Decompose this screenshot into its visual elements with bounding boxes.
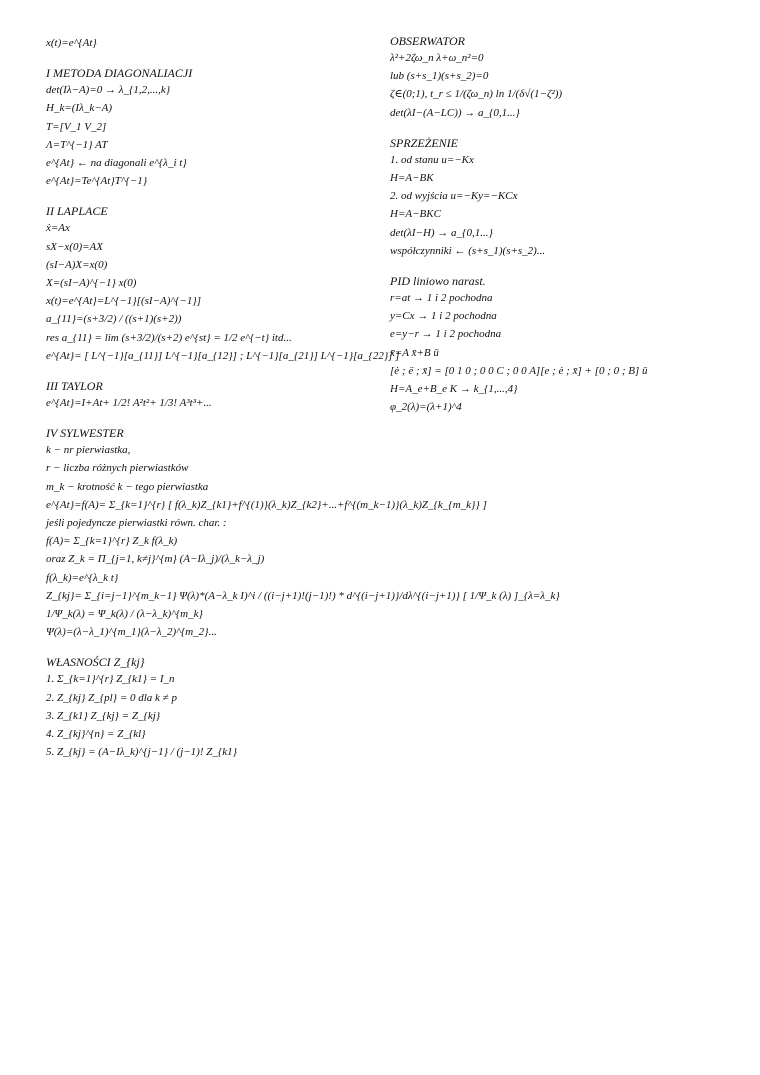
section-intro [46, 34, 376, 52]
section-heading: IV SYLWESTER [46, 426, 124, 441]
formula-line: e^{At}=Te^{At}T^{−1} [46, 175, 148, 188]
formula-line: (sI−A)X=x(0) [46, 258, 108, 271]
formula-line: e^{At}=f(A)= Σ_{k=1}^{r} [ f(λ_k)Z_{k1}+f^{(1)}(λ_k)Z_{k2}+...+f^{(m_k−1)}(λ_k)Z_{k_{m_k}} ] [46, 498, 487, 511]
formula-line: e^{At}=I+At+ 1/2! A²t²+ 1/3! A³t³+... [46, 397, 212, 410]
formula-line: [ė ; ë ; x̄] = [0 1 0 ; 0 0 C ; 0 0 A][e ; ė ; x̄] + [0 ; 0 ; B] ū [390, 364, 648, 377]
section-gap [46, 365, 376, 379]
formula-line: H=A_e+B_e K → k_{1,...,4} [390, 383, 518, 396]
section-w-asno-ci-z-kj [46, 655, 376, 761]
formula-line: a_{11}=(s+3/2) / ((s+1)(s+2)) [46, 313, 182, 326]
formula-line: 1/Ψ_k(λ) = Ψ_k(λ) / (λ−λ_k)^{m_k} [46, 608, 203, 621]
formula-line: lub (s+s_1)(s+s_2)=0 [390, 70, 489, 83]
formula-line: x(t)=e^{At} [46, 37, 97, 49]
formula-line: jeśli pojedyncze pierwiastki równ. char. : [46, 517, 227, 530]
formula-line: det(λI−H) → a_{0,1...} [390, 226, 493, 239]
formula-line: m_k − krotność k − tego pierwiastka [46, 480, 209, 493]
formula-line: e=y−r → 1 i 2 pochodna [390, 328, 502, 341]
section-sprze-enie [390, 136, 730, 260]
formula-line: 1. Σ_{k=1}^{r} Z_{k1} = I_n [46, 673, 175, 686]
formula-line: 5. Z_{kj} = (A−Iλ_k)^{j−1} / (j−1)! Z_{k1} [46, 746, 238, 759]
formula-line: H_k=(Iλ_k−A) [46, 102, 113, 115]
section-obserwator [390, 34, 730, 122]
section-pid-liniowo-narast [390, 274, 730, 416]
formula-line: res a_{11} = lim (s+3/2)/(s+2) e^{st} = 1/2 e^{−t} itd... [46, 331, 292, 344]
formula-line: λ²+2ζω_n λ+ω_n²=0 [390, 52, 484, 64]
formula-line: Z_{kj}= Σ_{i=j−1}^{m_k−1} Ψ(λ)*(A−λ_k I)^i / ((i−j+1)!(j−1)!) * d^{(i−j+1)}/dλ^{(i−j+1)} [ 1/Ψ_k (λ) ]_{λ=λ_k} [46, 589, 560, 602]
formula-line: ẋ=Ax [46, 222, 70, 235]
formula-line: Ψ(λ)=(λ−λ_1)^{m_1}(λ−λ_2)^{m_2}... [46, 626, 217, 639]
section-gap [390, 260, 730, 274]
section-heading: II LAPLACE [46, 204, 108, 219]
formula-line: det(Iλ−A)=0 → λ_{1,2,...,k} [46, 84, 171, 97]
formula-line: r − liczba różnych pierwiastków [46, 462, 189, 475]
formula-line: e^{At} ← na diagonali e^{λ_i t} [46, 157, 187, 170]
section-heading: SPRZEŻENIE [390, 135, 458, 150]
right-column [390, 34, 730, 416]
formula-line: ζ∈(0;1), t_r ≤ 1/(ζω_n) ln 1/(δ√(1−ζ²)) [390, 88, 563, 101]
formula-line: H=A−BK [390, 172, 434, 185]
formula-line: f(λ_k)=e^{λ_k t} [46, 571, 119, 584]
formula-line: x(t)=e^{At}=L^{−1}[(sI−A)^{−1}] [46, 295, 202, 308]
formula-line: 2. od wyjścia u=−Ky=−KCx [390, 190, 518, 203]
section-gap [46, 412, 376, 426]
formula-line: f(A)= Σ_{k=1}^{r} Z_k f(λ_k) [46, 535, 178, 548]
section-heading: I METODA DIAGONALIACJI [46, 66, 193, 81]
formula-line: det(λI−(A−LC)) → a_{0,1...} [390, 106, 520, 119]
section-i-metoda-diagonaliacji [46, 66, 376, 190]
formula-line: X=(sI−A)^{−1} x(0) [46, 277, 137, 290]
section-iv-sylwester [46, 426, 560, 641]
formula-line: współczynniki ← (s+s_1)(s+s_2)... [390, 244, 546, 257]
formula-line: 4. Z_{kj}^{n} = Z_{kl} [46, 728, 146, 741]
section-gap [46, 52, 376, 66]
formula-line: φ_2(λ)=(λ+1)^4 [390, 401, 462, 414]
section-gap [46, 641, 376, 655]
section-heading: OBSERWATOR [390, 34, 465, 48]
section-heading: III TAYLOR [46, 379, 103, 394]
formula-line: 2. Z_{kj} Z_{pl} = 0 dla k ≠ p [46, 691, 177, 704]
formula-line: H=A−BKC [390, 208, 441, 221]
section-iii-taylor [46, 379, 376, 412]
section-ii-laplace [46, 204, 400, 365]
section-gap [46, 190, 376, 204]
formula-line: e^{At}= [ L^{−1}[a_{11}] L^{−1}[a_{12}] ; L^{−1}[a_{21}] L^{−1}[a_{22}] ] [46, 349, 400, 362]
formula-line: 1. od stanu u=−Kx [390, 153, 474, 166]
formula-line: y=Cx → 1 i 2 pochodna [390, 310, 497, 323]
formula-line: sX−x(0)=AX [46, 240, 103, 253]
formula-line: oraz Z_k = Π_{j=1, k≠j}^{m} (A−Iλ_j)/(λ_k−λ_j) [46, 553, 265, 566]
formula-line: x̄=A x̄+B ū [390, 346, 439, 359]
formula-line: T=[V_1 V_2] [46, 120, 107, 133]
section-gap [390, 122, 730, 136]
section-heading: WŁASNOŚCI Z_{kj} [46, 655, 145, 670]
formula-line: Λ=T^{−1} AT [46, 138, 108, 151]
formula-line: r=at → 1 i 2 pochodna [390, 292, 493, 305]
section-heading: PID liniowo narast. [390, 274, 486, 289]
formula-line: 3. Z_{k1} Z_{kj} = Z_{kj} [46, 709, 161, 722]
formula-line: k − nr pierwiastka, [46, 444, 131, 457]
